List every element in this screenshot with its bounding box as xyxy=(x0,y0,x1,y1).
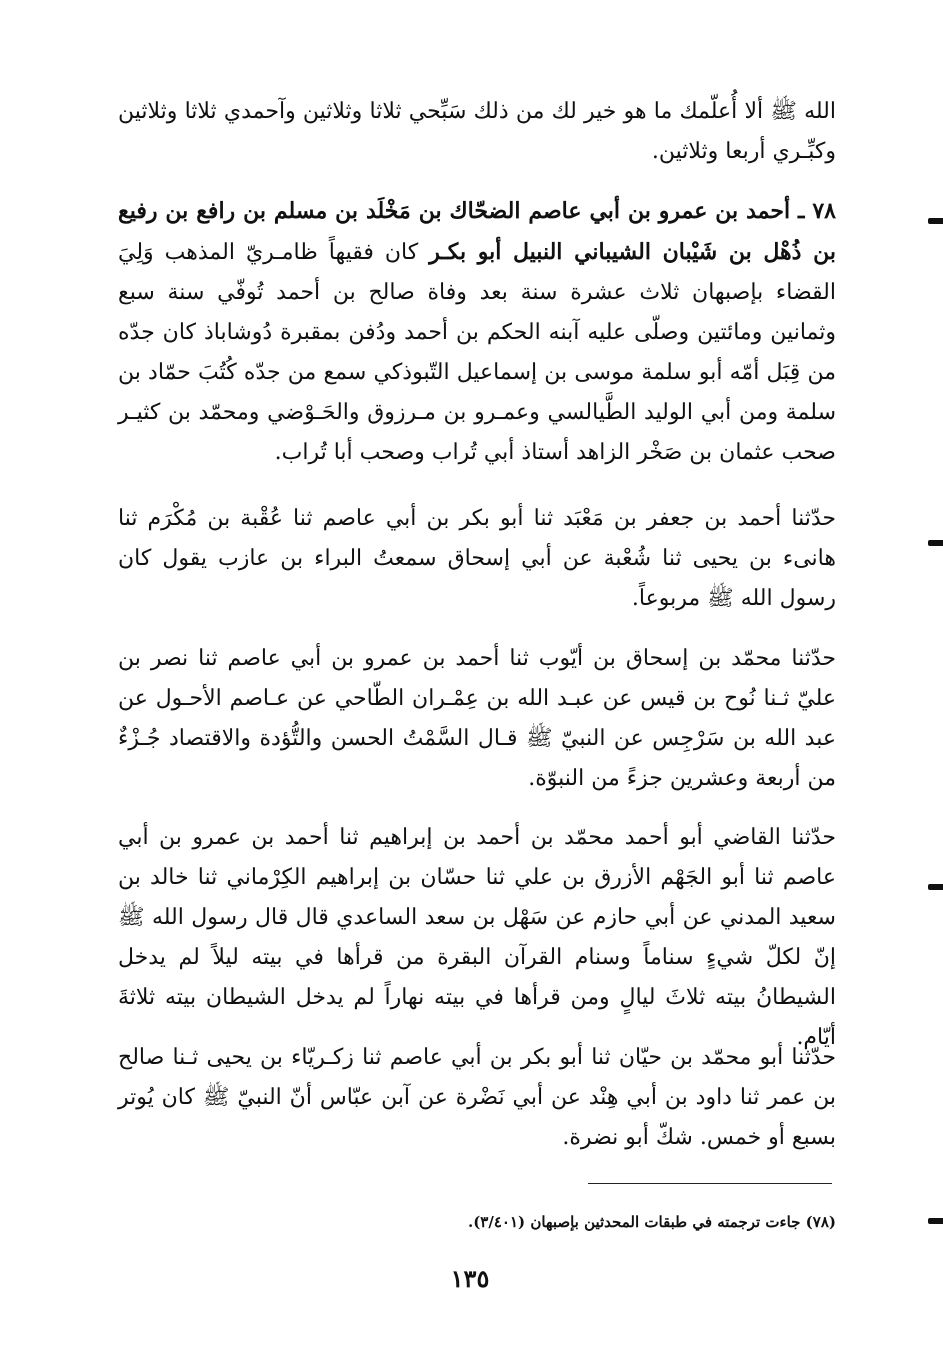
hadith-4: حدّثنا أبو محمّد بن حيّان ثنا أبو بكر بن أبي عاصم ثنا زكـريّاء بن يحيى ثـنا صالح بن عمر ثنا داود بن أبي هِنْد عن أبي نَضْرة عن آبن عبّاس أنّ النبيّ ﷺ كان يُوتر بسبع أو خمس. شكّ أبو نضرة. xyxy=(118,1045,836,1150)
entry-body: كان فقيهاً ظامـريّ المذهب وَلِيَ القضاء بإصبهان ثلاث عشرة سنة بعد وفاة صالح بن أحمد تُوفّي سنة سبع وثمانين ومائتين وصلّى عليه آبنه الحكم بن أحمد ودُفن بمقبرة دُوشاباذ كان جدّه من قِبَل أمّه أبو سلمة موسى بن إسماعيل التّبوذكي سمع من جدّه كُتُبَ حمّاد بن سلمة ومن أبي الوليد الطَّيالسي وعمـرو بن مـرزوق والحَـوْضي ومحمّد بن كثيـر صحب عثمان بن صَخْر الزاهد أستاذ أبي تُراب وصحب أبا تُراب. xyxy=(118,240,836,465)
footnote: (٧٨) جاءت ترجمته في طبقات المحدثين بإصبهان (٣/٤٠١). xyxy=(467,1213,836,1231)
page-number: ١٣٥ xyxy=(450,1264,490,1293)
edge-mark xyxy=(928,1218,943,1224)
hadith-1: حدّثنا أحمد بن جعفر بن مَعْبَد ثنا أبو بكر بن أبي عاصم ثنا عُقْبة بن مُكْرَم ثنا هانىء بن يحيى ثنا شُعْبة عن أبي إسحاق سمعتُ البراء بن عازب يقول كان رسول الله ﷺ مربوعاً. xyxy=(118,506,836,611)
entry-heading: ٧٨ ـ أحمد بن عمرو بن أبي عاصم الضحّاك بن مَخْلَد بن مسلم بن رافع بن رفيع بن ذُهْل بن شَيْبان الشيباني النبيل أبو بكـر xyxy=(118,198,836,265)
edge-mark xyxy=(928,884,943,890)
edge-mark xyxy=(928,218,943,224)
edge-mark xyxy=(928,540,943,546)
biography-entry-78 xyxy=(118,191,836,473)
footnote-divider xyxy=(588,1183,832,1184)
hadith-2: حدّثنا محمّد بن إسحاق بن أيّوب ثنا أحمد بن عمرو بن أبي عاصم ثنا نصر بن عليّ ثـنا نُوح بن قيس عن عبـد الله بن عِمْـران الطّاحي عن عـاصم الأحـول عن عبد الله بن سَرْجِس عن النبيّ ﷺ قـال السَّمْتُ الحسن والتُّؤدة والاقتصاد جُـزْءٌ من أربعة وعشرين جزءً من النبوّة. xyxy=(118,646,836,791)
hadith-3: حدّثنا القاضي أبو أحمد محمّد بن أحمد بن إبراهيم ثنا أحمد بن عمرو بن أبي عاصم ثنا أبو الجَهْم الأزرق بن علي ثنا حسّان بن إبراهيم الكِرْماني ثنا خالد بن سعيد المدني عن أبي حازم عن سَهْل بن سعد الساعدي قال قال رسول الله ﷺ إنّ لكلّ شيءٍ سناماً وسنام القرآن البقرة من قرأها في بيته ليلاً لم يدخل الشيطانُ بيته ثلاثَ ليالٍ ومن قرأها في بيته نهاراً لم يدخل الشيطان بيته ثلاثةَ أيّام. xyxy=(118,825,836,1050)
paragraph-continuation: الله ﷺ ألا أُعلّمك ما هو خير لك من ذلك سَبِّحي ثلاثا وثلاثين وآحمدي ثلاثا وثلاثين وكبِّـري أربعا وثلاثين. xyxy=(118,99,836,164)
